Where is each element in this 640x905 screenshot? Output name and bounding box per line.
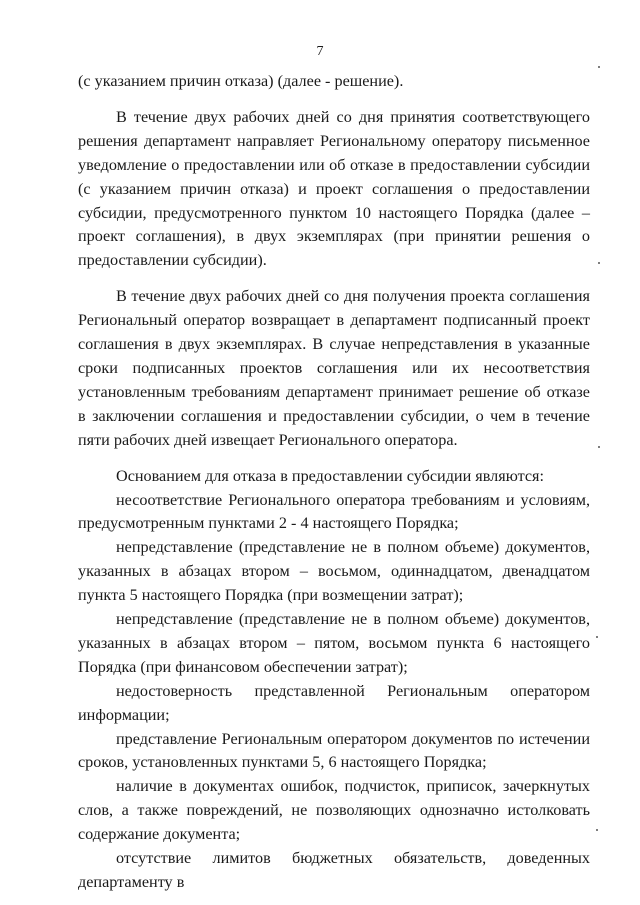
paragraph-refusal-grounds-intro: Основанием для отказа в предоставлении субсидии являются:	[116, 466, 544, 485]
page-number: 7	[316, 44, 324, 59]
list-item-ground: наличие в документах ошибок, подчисток, приписок, зачеркнутых слов, а также повреждений, не позволяющих однозначно истолковать содержание документа;	[78, 777, 590, 844]
document-body	[78, 70, 590, 895]
scan-speck	[596, 636, 598, 638]
list-item-ground: представление Региональным оператором документов по истечении сроков, установленных пунктами 5, 6 настоящего Порядка;	[78, 729, 590, 772]
list-item-ground: отсутствие лимитов бюджетных обязательств, доведенных департаменту в	[78, 849, 590, 891]
list-item-ground: несоответствие Регионального оператора требованиям и условиям, предусмотренным пунктами 2 - 4 настоящего Порядка;	[78, 490, 590, 533]
scan-speck	[598, 66, 600, 68]
paragraph-notification: В течение двух рабочих дней со дня принятия соответствующего решения департамент направляет Региональному оператору письменное уведомление о предоставлении или об отказе в предоставлении субсидии (с указанием причин отказа) и проект соглашения о предоставлении субсидии, предусмотренного пунктом 10 настоящего Порядка (далее – проект соглашения), в двух экземплярах (при принятии решения о предоставлении субсидии).	[78, 107, 590, 270]
scan-speck	[598, 446, 600, 448]
scan-speck	[598, 262, 600, 264]
paragraph-continuation: (с указанием причин отказа) (далее - решение).	[78, 72, 404, 90]
list-item-ground: недостоверность представленной Региональным оператором информации;	[78, 681, 590, 724]
scan-speck	[596, 829, 598, 831]
list-item-ground: непредставление (представление не в полном объеме) документов, указанных в абзацах втором – восьмом, одиннадцатом, двенадцатом пункта 5 настоящего Порядка (при возмещении затрат);	[78, 538, 590, 605]
list-item-ground: непредставление (представление не в полном объеме) документов, указанных в абзацах втором – пятом, восьмом пункта 6 настоящего Порядка (при финансовом обеспечении затрат);	[78, 610, 590, 676]
paragraph-agreement-return: В течение двух рабочих дней со дня получения проекта соглашения Региональный оператор возвращает в департамент подписанный проект соглашения в двух экземплярах. В случае непредставления в указанные сроки подписанных проектов соглашения или их несоответствия установленным требованиям департамент принимает решение об отказе в заключении соглашения и предоставлении субсидии, о чем в течение пяти рабочих дней извещает Регионального оператора.	[78, 287, 590, 449]
